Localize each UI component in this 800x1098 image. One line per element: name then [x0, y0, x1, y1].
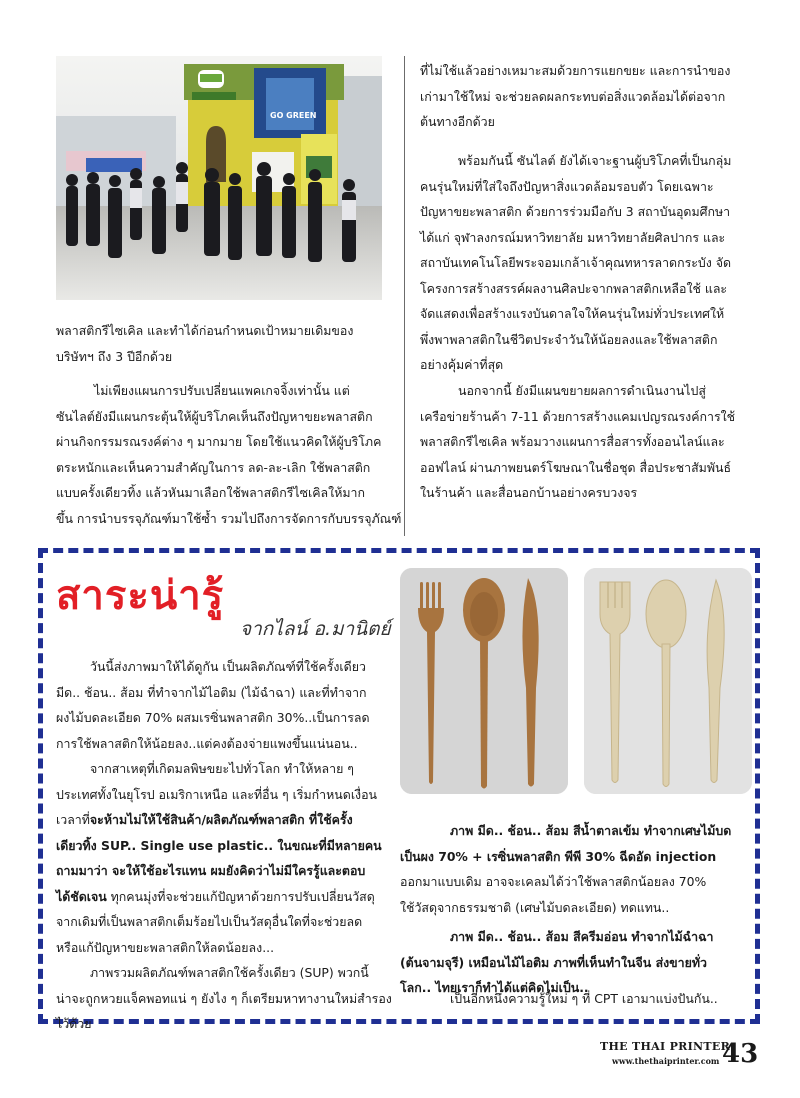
text-run: ทุกคนมุ่งที่จะช่วยแก้ปัญหาด้วยการปรับเปลี่ยนวัสดุ [106, 888, 375, 904]
exhibition-scene-graphic [56, 56, 382, 300]
caption-dark-cutlery [400, 818, 752, 869]
bold-text-run: ได้ชัดเจน [56, 888, 107, 904]
text-line: เดียวทิ้ง SUP.. Single use plastic.. ในขณะที่มีหลายคน [56, 837, 382, 853]
text-line: ผ่านกิจกรรมรณรงค์ต่าง ๆ มากมาย โดยใช้แนวคิดให้ผู้บริโภค [56, 434, 382, 449]
text-line: ไม่เพียงแผนการปรับเปลี่ยนแพคเกจจิ้งเท่านั้น แต่ [94, 383, 350, 398]
text-line: ได้แก่ จุฬาลงกรณ์มหาวิทยาลัย มหาวิทยาลัยศิลปากร และ [420, 229, 726, 245]
text-run: เวลาที่ [56, 812, 90, 827]
box-paragraph-1 [56, 654, 382, 756]
section-title: สาระน่ารู้ [56, 573, 225, 619]
text-line: คนรุ่นใหม่ที่ใส่ใจถึงปัญหาสิ่งแวดล้อมรอบตัว โดยเฉพาะ [420, 178, 714, 194]
magazine-masthead: THE THAI PRINTER [600, 1040, 731, 1053]
text-line: จากเดิมที่เป็นพลาสติกเต็มร้อยไปเป็นวัสดุอื่นใดที่จะช่วยลด [56, 914, 363, 929]
text-line: โลก.. ไทยเราก็ทำได้แต่คิดไม่เป็น.. [400, 980, 589, 995]
text-line: ผงไม้บดละเอียด 70% ผสมเรซิ่นพลาสติก 30%..เป็นการลด [56, 710, 370, 725]
right-col-paragraph-3 [420, 378, 760, 506]
text-line: (ต้นจามจุรี) เหมือนไม้ไอติม ภาพที่เห็นทำในจีน ส่งขายทั่ว [400, 954, 707, 970]
text-line: อย่างคุ้มค่าที่สุด [420, 357, 504, 372]
text-line: จากสาเหตุที่เกิดมลพิษขยะไปทั่วโลก ทำให้หลาย ๆ [90, 761, 354, 776]
box-paragraph-3 [56, 960, 392, 1037]
page-number: 43 [722, 1039, 759, 1069]
text-line: ประเทศทั้งในยุโรป อเมริกาเหนือ และที่อื่น ๆ เริ่มกำหนดเงื่อน [56, 786, 378, 802]
text-line: นอกจากนี้ ยังมีแผนขยายผลการดำเนินงานไปสู่ [458, 383, 706, 398]
light-cutlery-photo [584, 568, 752, 794]
text-line: ภาพรวมผลิตภัณฑ์พลาสติกใช้ครั้งเดียว (SUP) พวกนี้ [90, 965, 369, 980]
text-line: ที่ไม่ใช้แล้วอย่างเหมาะสมด้วยการแยกขยะ และการนำของ [420, 63, 731, 78]
box-paragraph-2 [56, 756, 382, 960]
text-line: ไว้ด้วย [56, 1016, 92, 1031]
text-line: พึ่งพาพลาสติกในชีวิตประจำวันให้น้อยลงและใช้พลาสติก [420, 331, 718, 347]
dark-cutlery-graphic [400, 568, 568, 794]
left-col-paragraph-1 [56, 318, 382, 369]
text-line: สถาบันเทคโนโลยีพระจอมเกล้าเจ้าคุณทหารลาดกระบัง จัด [420, 255, 732, 270]
text-line: การใช้พลาสติกให้น้อยลง..แต่คงต้องจ่ายแพงขึ้นแน่นอน.. [56, 735, 358, 751]
text-line: วันนี้ส่งภาพมาให้ได้ดูกัน เป็นผลิตภัณฑ์ที่ใช้ครั้งเดียว [90, 659, 366, 674]
dark-cutlery-photo [400, 568, 568, 794]
text-line: โครงการสร้างสรรค์ผลงานศิลปะจากพลาสติกเหลือใช้ และ [420, 280, 728, 296]
text-line: ขึ้น การนำบรรจุภัณฑ์มาใช้ซ้ำ รวมไปถึงการจัดการกับบรรจุภัณฑ์ [56, 510, 402, 526]
text-line: ใช้วัสดุจากธรรมชาติ (เศษไม้บดละเอียด) ทดแทน.. [400, 899, 670, 915]
text-line: เป็นอีกหนึ่งความรู้ใหม่ ๆ ที่ CPT เอามาแบ่งปันกัน.. [450, 991, 718, 1006]
caption-dark-cutlery-cont [400, 869, 752, 920]
text-line: ซันไลต์ยังมีแผนกระตุ้นให้ผู้บริโภคเห็นถึงปัญหาขยะพลาสติก [56, 408, 373, 424]
text-line: พลาสติกรีไซเคิล พร้อมวางแผนการสื่อสารทั้งออนไลน์และ [420, 434, 725, 449]
right-col-paragraph-1 [420, 58, 760, 135]
left-col-paragraph-2 [56, 378, 402, 531]
text-line: เครือข่ายร้านค้า 7-11 ด้วยการสร้างแคมเปญรณรงค์การใช้ [420, 408, 736, 424]
column-divider [404, 56, 405, 536]
text-line: ถามมาว่า จะให้ใช้อะไรแทน ผมยังคิดว่าไม่มีใครรู้และตอบ [56, 863, 366, 878]
banner-text: GO GREEN [270, 111, 317, 120]
text-line: ภาพ มีด.. ช้อน.. ส้อม สีน้ำตาลเข้ม ทำจากเศษไม้บด [450, 823, 732, 838]
closing-note [400, 986, 752, 1012]
text-line: หรือแก้ปัญหาขยะพลาสติกให้ลดน้อยลง... [56, 939, 275, 955]
text-line: จัดแสดงเพื่อสร้างแรงบันดาลใจให้คนรุ่นใหม่ทั่วประเทศให้ [420, 306, 725, 321]
text-line: เป็นผง 70% + เรซิ่นพลาสติก พีพี 30% ฉีดอัด injection [400, 848, 717, 864]
text-line: มีด.. ช้อน.. ส้อม ที่ทำจากไม้ไอติม (ไม้ฉำฉา) และที่ทำจาก [56, 684, 367, 700]
exhibition-photo [56, 56, 382, 300]
text-line: ตระหนักและเห็นความสำคัญในการ ลด-ละ-เลิก ใช้พลาสติก [56, 459, 371, 475]
byline: จากไลน์ อ.มานิตย์ [240, 618, 391, 640]
text-line: เก่ามาใช้ใหม่ จะช่วยลดผลกระทบต่อสิ่งแวดล้อมได้ต่อจาก [420, 88, 726, 104]
text-line: น่าจะถูกหวยแจ็คพอทแน่ ๆ ยังไง ๆ ก็เตรียมหาทางานใหม่สำรอง [56, 990, 392, 1006]
text-line [56, 884, 382, 910]
text-line: บริษัทฯ ถึง 3 ปีอีกด้วย [56, 348, 173, 364]
text-line: ออฟไลน์ ผ่านภาพยนตร์โฆษณาในชื่อชุด สื่อประชาสัมพันธ์ [420, 459, 732, 475]
light-cutlery-graphic [584, 568, 752, 794]
bold-text-run: จะห้ามไม่ให้ใช้สินค้า/ผลิตภัณฑ์พลาสติก ที่ใช้ครั้ง [89, 812, 353, 827]
magazine-website: www.thethaiprinter.com [612, 1056, 720, 1066]
text-line: ออกมาแบบเดิม อาจจะเคลมได้ว่าใช้พลาสติกน้อยลง 70% [400, 874, 707, 889]
text-line: ปัญหาขยะพลาสติก ด้วยการร่วมมือกับ 3 สถาบันอุดมศึกษา [420, 204, 731, 219]
text-line [56, 807, 382, 833]
text-line: ในร้านค้า และสื่อนอกบ้านอย่างครบวงจร [420, 485, 638, 500]
text-line: แบบครั้งเดียวทิ้ง แล้วหันมาเลือกใช้พลาสติกรีไซเคิลให้มาก [56, 485, 365, 500]
text-line: พร้อมกันนี้ ซันไลต์ ยังได้เจาะฐานผู้บริโภคที่เป็นกลุ่ม [458, 153, 732, 168]
text-line: ต้นทางอีกด้วย [420, 114, 495, 129]
text-line: ภาพ มีด.. ช้อน.. ส้อม สีครีมอ่อน ทำจากไม้ฉำฉา [450, 929, 714, 944]
right-col-paragraph-2 [420, 148, 760, 378]
text-line: พลาสติกรีไซเคิล และทำได้ก่อนกำหนดเป้าหมายเดิมของ [56, 323, 354, 338]
